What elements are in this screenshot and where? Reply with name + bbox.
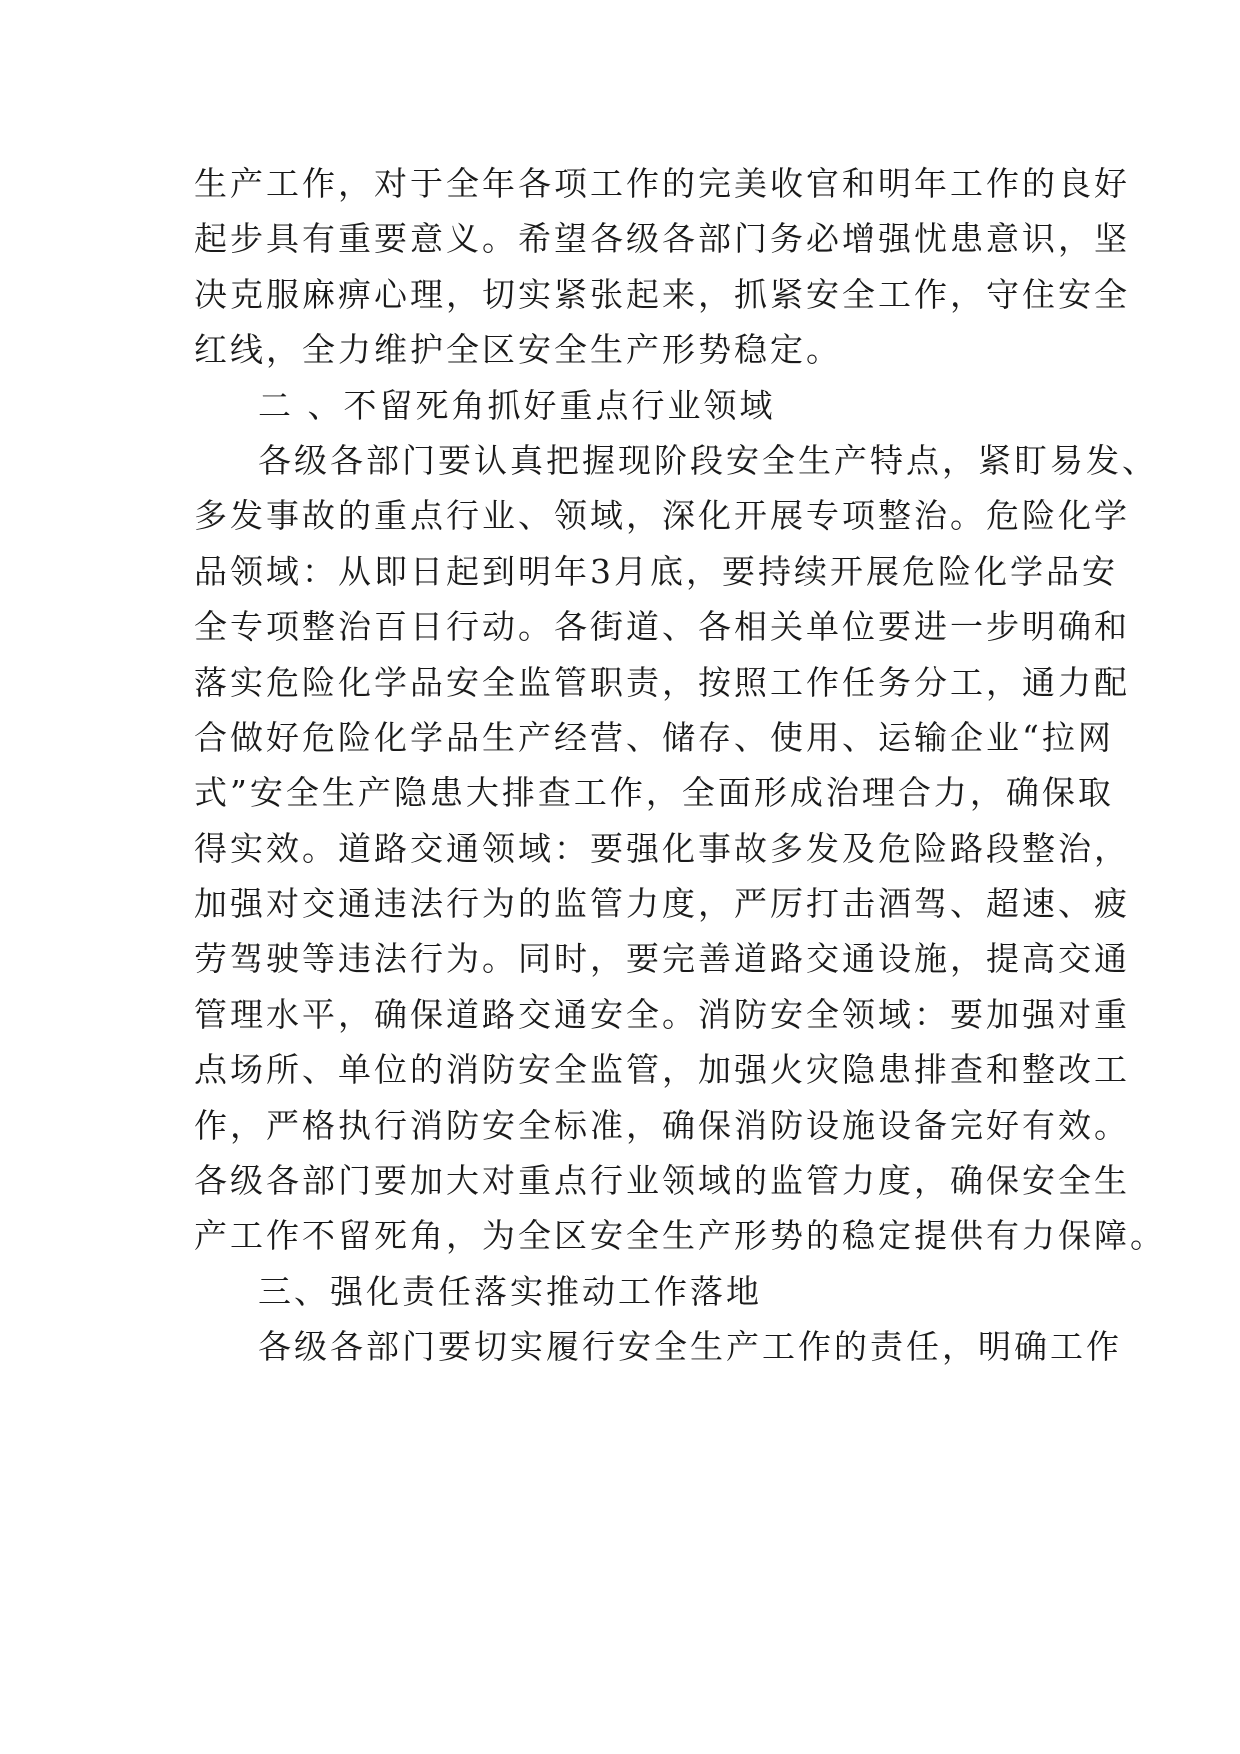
body-line: 全专项整治百日行动。各街道、各相关单位要进一步明确和 [194,607,1130,647]
document-body [194,156,1166,1375]
body-line: 红线，全力维护全区安全生产形势稳定。 [194,330,842,370]
body-line: 起步具有重要意义。希望各级各部门务必增强忧患意识，坚 [194,219,1130,259]
body-line: 落实危险化学品安全监管职责，按照工作任务分工，通力配 [194,662,1130,702]
body-line: 各级各部门要认真把握现阶段安全生产特点，紧盯易发、 [258,440,1158,480]
body-line: 点场所、单位的消防安全监管，加强火灾隐患排查和整改工 [194,1050,1130,1090]
body-line: 品领域：从即日起到明年3月底，要持续开展危险化学品安 [194,551,1118,591]
body-line: 各级各部门要加大对重点行业领域的监管力度，确保安全生 [194,1161,1130,1201]
body-line: 决克服麻痹心理，切实紧张起来，抓紧安全工作，守住安全 [194,274,1130,314]
body-line: 式”安全生产隐患大排查工作，全面形成治理合力，确保取 [194,773,1114,813]
body-line: 加强对交通违法行为的监管力度，严厉打击酒驾、超速、疲 [194,884,1130,924]
body-line: 多发事故的重点行业、领域，深化开展专项整治。危险化学 [194,496,1130,536]
body-line: 合做好危险化学品生产经营、储存、使用、运输企业“拉网 [194,717,1114,757]
body-line: 产工作不留死角，为全区安全生产形势的稳定提供有力保障。 [194,1216,1166,1256]
body-line: 生产工作，对于全年各项工作的完美收官和明年工作的良好 [194,164,1130,203]
section-heading-2: 二 、不留死角抓好重点行业领域 [258,385,776,425]
body-line: 作，严格执行消防安全标准，确保消防设施设备完好有效。 [194,1105,1130,1145]
section-heading-3: 三、强化责任落实推动工作落地 [258,1271,762,1311]
body-line: 管理水平，确保道路交通安全。消防安全领域：要加强对重 [194,994,1130,1034]
body-line: 得实效。道路交通领域：要强化事故多发及危险路段整治， [194,828,1130,868]
body-line: 各级各部门要切实履行安全生产工作的责任，明确工作 [258,1327,1122,1367]
body-line: 劳驾驶等违法行为。同时，要完善道路交通设施，提高交通 [194,939,1130,979]
